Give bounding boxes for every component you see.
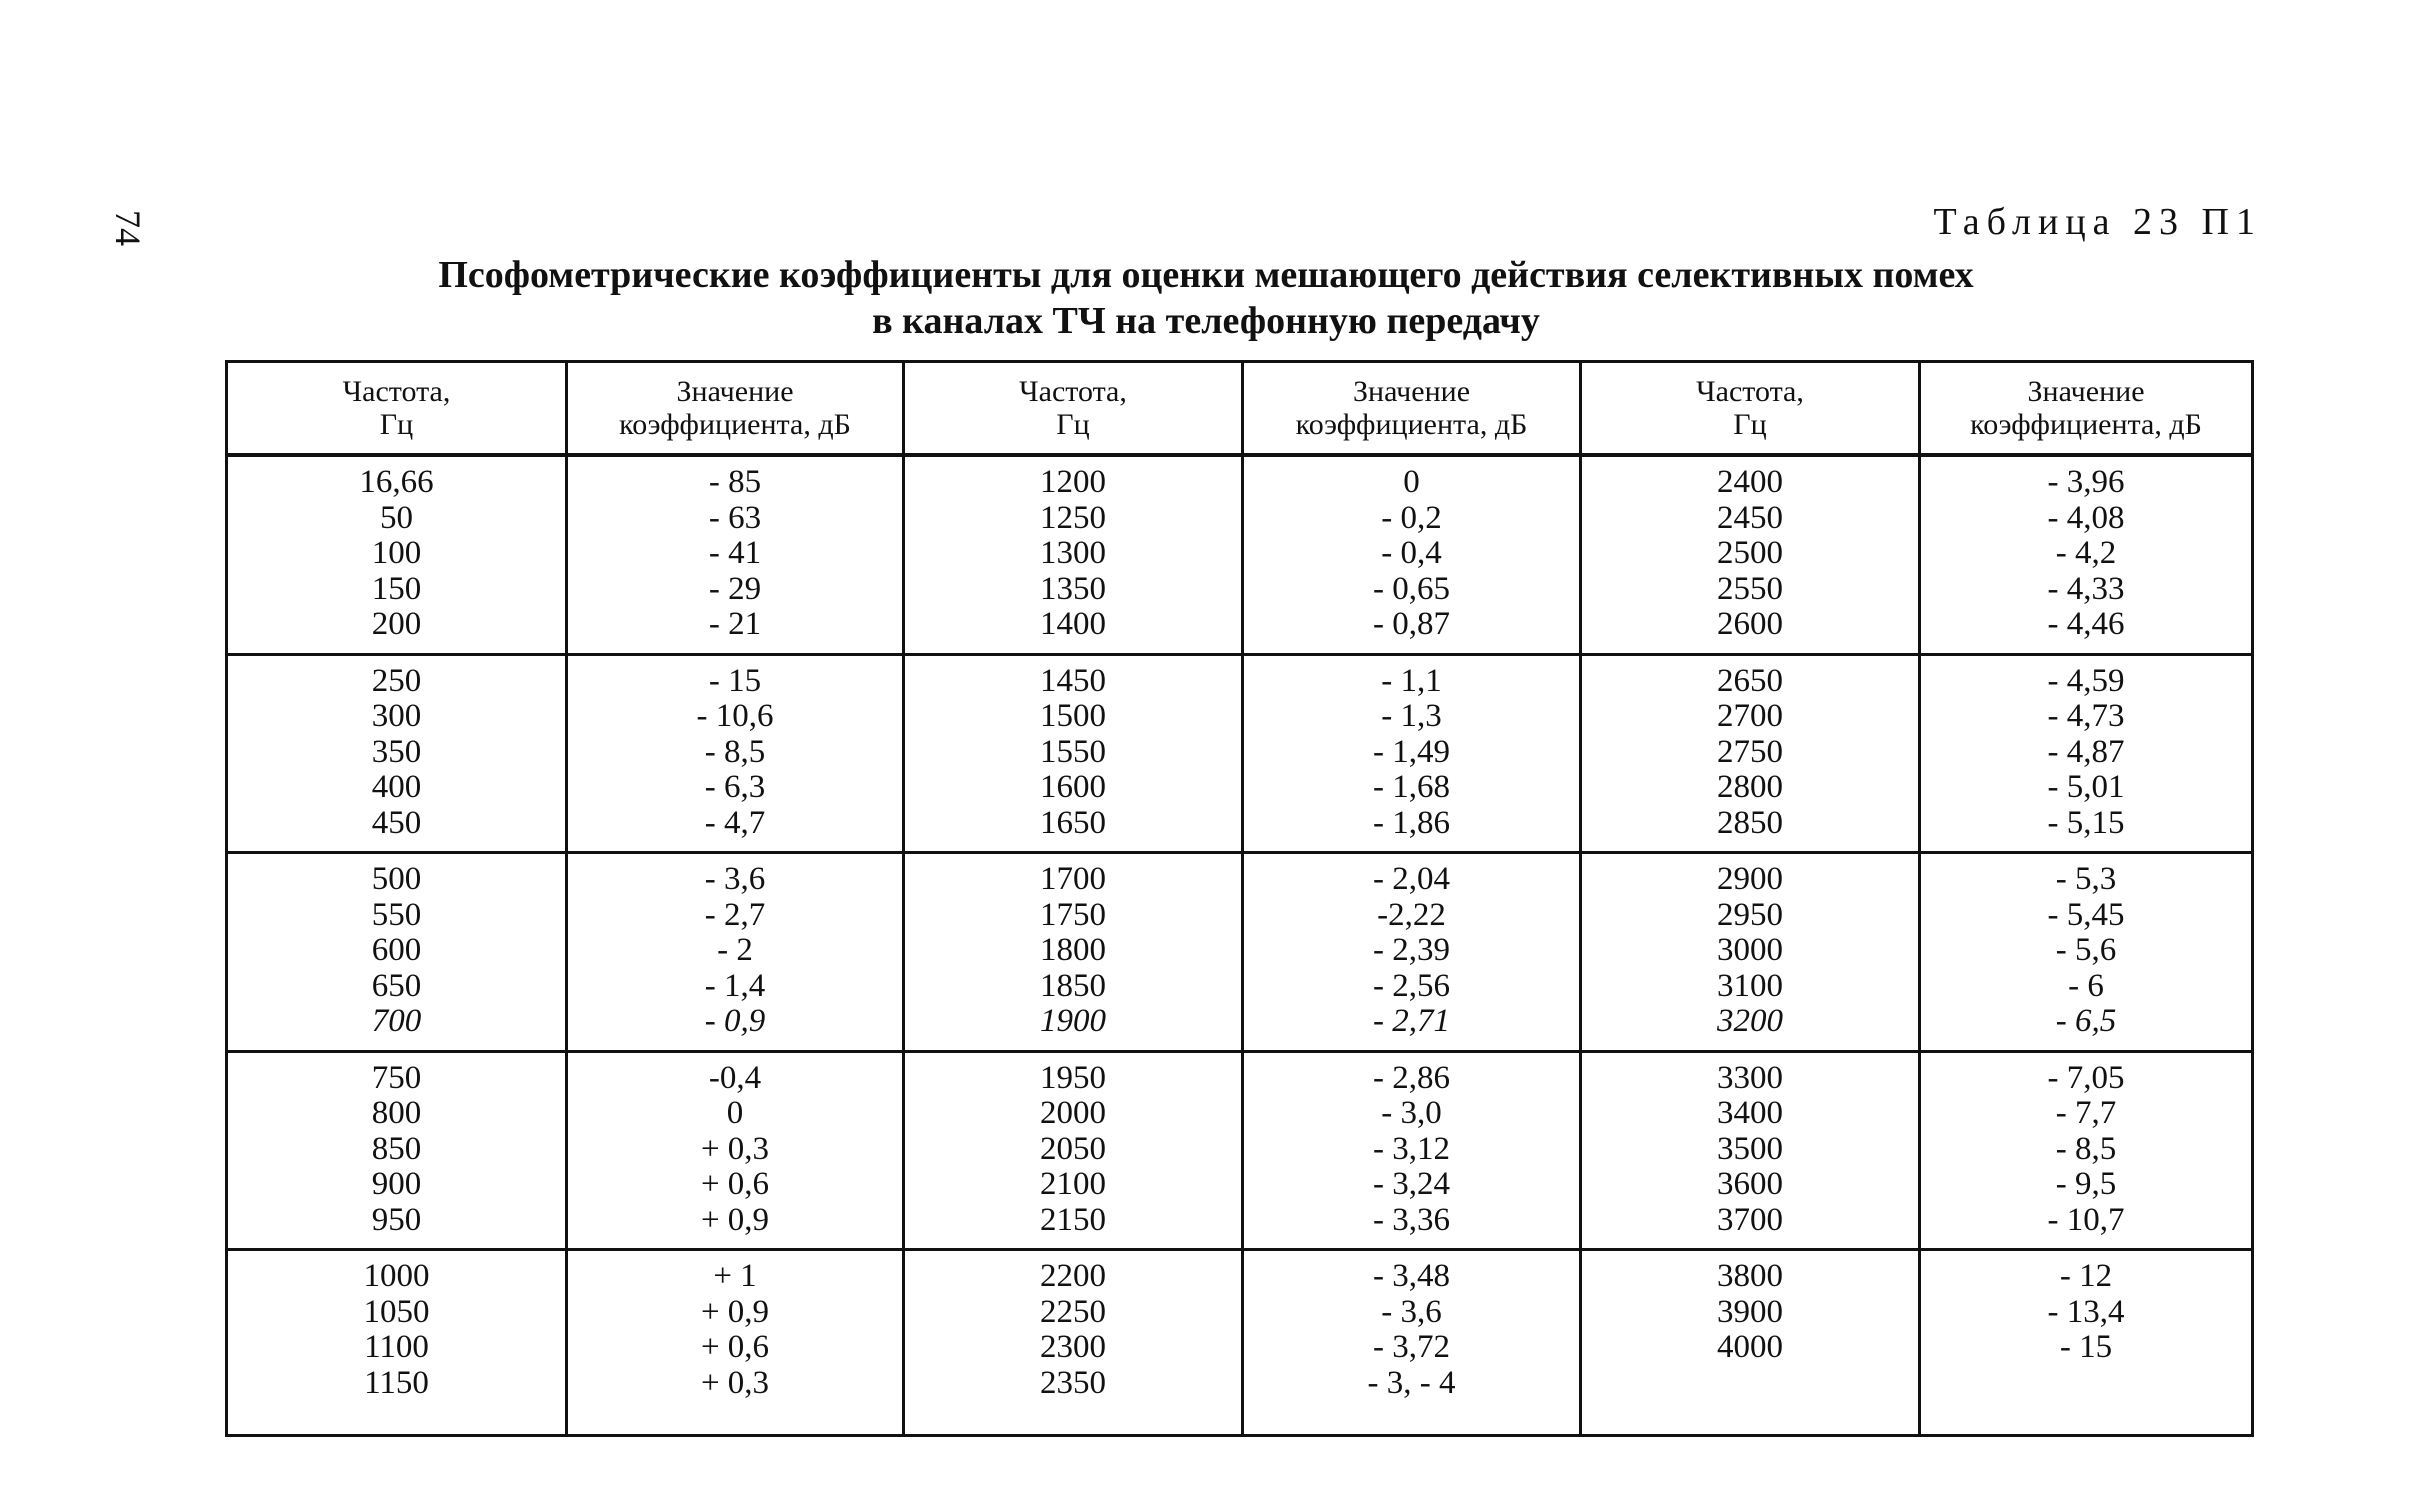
cell-value: - 3,48 [1373,1258,1450,1294]
cell-value: - 8,5 [2055,1130,2117,1167]
table-body [227,455,2253,1436]
table-cell [567,1250,904,1436]
cell-value: 2200 [1040,1258,1106,1294]
table-cell [567,853,904,1052]
cell-value: - 1,4 [704,967,766,1004]
table-cell [1243,853,1581,1052]
cell-value: 2250 [1040,1293,1106,1330]
cell-value: - 4,2 [2055,535,2117,571]
cell-value: 3100 [1717,967,1783,1004]
cell-value: 1450 [1040,662,1106,699]
cell-value: 1700 [1040,861,1106,897]
header-line: Частота, [1019,375,1127,408]
table-cell [904,654,1243,853]
table-title-line-2: в каналах ТЧ на телефонную передачу [872,300,1540,342]
cell-value: 1650 [1040,804,1106,841]
cell-value: 3000 [1717,932,1783,968]
cell-value: 600 [371,932,422,968]
table-cell [1243,455,1581,654]
cell-value: - 4,46 [2047,606,2125,642]
cell-value: - 10,7 [2047,1201,2125,1238]
table-cell [1920,1250,2253,1436]
cell-value: - 5,3 [2055,861,2117,897]
table-cell [1920,853,2253,1052]
cell-value: - 5,01 [2047,769,2125,805]
cell-value: 0 [726,1095,744,1131]
table-title [0,252,2412,344]
cell-value: - 0,4 [1381,535,1442,571]
cell-value: - 2,71 [1373,1003,1450,1039]
table-cell [227,1051,567,1250]
cell-value: 350 [371,733,422,770]
cell-value: 800 [371,1095,422,1131]
cell-value: 650 [371,967,422,1004]
cell-value: - 3,36 [1373,1201,1450,1238]
cell-value: - 5,15 [2047,804,2125,841]
cell-value: 3600 [1717,1166,1783,1202]
cell-value: 900 [371,1166,422,1202]
header-line: Значение [1352,375,1471,408]
cell-value: - 8,5 [704,733,766,770]
cell-value: - 0,2 [1381,499,1442,536]
cell-value: - 3, - 4 [1367,1364,1456,1401]
cell-value: 2500 [1717,535,1783,571]
cell-value: 100 [371,535,422,571]
psophometric-coefficients-table [225,360,2254,1437]
cell-value: - 6,5 [2055,1003,2117,1039]
cell-value: 200 [371,606,422,642]
cell-value: 1500 [1040,698,1106,734]
cell-value: - 6 [2068,967,2104,1004]
cell-value: - 1,49 [1373,733,1450,770]
cell-value: 450 [371,804,422,841]
cell-value: 50 [380,499,413,536]
cell-value: - 3,12 [1373,1130,1450,1167]
header-line: коэффициента, дБ [1295,408,1528,441]
cell-value: 3400 [1717,1095,1783,1131]
cell-value: 1550 [1040,733,1106,770]
cell-value: 1900 [1040,1003,1106,1039]
cell-value: 16,66 [359,464,434,500]
cell-value: + 0,6 [700,1166,770,1202]
cell-value: - 6,3 [704,769,766,805]
cell-value: 2900 [1717,861,1783,897]
table-row-group [227,853,2253,1052]
cell-value: + 0,6 [700,1329,770,1365]
cell-value: 2750 [1717,733,1783,770]
cell-value: 700 [371,1003,422,1039]
cell-value: 1600 [1040,769,1106,805]
table-cell [1243,1051,1581,1250]
cell-value: - 1,86 [1373,804,1450,841]
cell-value: 1350 [1040,570,1106,607]
table-cell [227,455,567,654]
cell-value: - 2,39 [1373,932,1450,968]
table-cell [1581,455,1920,654]
cell-value: 1050 [363,1293,430,1330]
cell-value: - 1,1 [1381,662,1442,699]
cell-value: - 63 [708,499,762,536]
cell-value: 2050 [1040,1130,1106,1167]
table-cell [904,853,1243,1052]
table-cell [567,1051,904,1250]
cell-value: 1250 [1040,499,1106,536]
table-cell [227,1250,567,1436]
cell-value: 1000 [363,1258,430,1294]
table-row-group [227,455,2253,654]
table-cell [227,654,567,853]
cell-value: 3300 [1717,1059,1783,1096]
cell-value: - 4,73 [2047,698,2125,734]
table-cell [567,654,904,853]
cell-value: 2350 [1040,1364,1106,1401]
cell-value: - 2,7 [704,896,766,933]
cell-value: 250 [371,662,422,699]
cell-value: - 4,08 [2047,499,2125,536]
cell-value: - 4,33 [2047,570,2125,607]
cell-value: - 12 [2059,1258,2113,1294]
table-cell [1581,853,1920,1052]
cell-value: 1750 [1040,896,1106,933]
header-line: Значение [676,375,794,408]
cell-value: - 4,87 [2047,733,2125,770]
cell-value: - 3,6 [1381,1293,1442,1330]
cell-value: 2300 [1040,1329,1106,1365]
cell-value: 2650 [1717,662,1783,699]
cell-value: 750 [371,1059,422,1096]
cell-value: 1950 [1040,1059,1106,1096]
table-cell [1243,654,1581,853]
cell-value: - 4,59 [2047,662,2125,699]
cell-value: - 4,7 [704,804,766,841]
header-line: Гц [1056,408,1090,441]
cell-value: 850 [371,1130,422,1167]
cell-value: 2700 [1717,698,1783,734]
table-cell [227,853,567,1052]
cell-value: 3800 [1717,1258,1783,1294]
cell-value: 1850 [1040,967,1106,1004]
cell-value: - 29 [708,570,762,607]
table-cell [1581,654,1920,853]
cell-value: - 3,6 [704,861,766,897]
cell-value: 1300 [1040,535,1106,571]
cell-value: 3200 [1717,1003,1783,1039]
cell-value: + 0,9 [700,1293,770,1330]
table-cell [904,1250,1243,1436]
table-title-line-1: Псофометрические коэффициенты для оценки мешающего действия селективных помех [438,254,1974,296]
header-row [227,362,2253,456]
table-cell [1920,654,2253,853]
table-row-group [227,1250,2253,1436]
cell-value: -0,4 [708,1059,762,1096]
cell-value: 1400 [1040,606,1106,642]
table-cell [1920,455,2253,654]
header-line: Частота, [1696,375,1804,408]
header-value-3 [1920,362,2253,456]
table-cell [1920,1051,2253,1250]
header-value-2 [1243,362,1581,456]
cell-value: 1100 [364,1329,429,1365]
cell-value: + 0,3 [700,1364,770,1401]
header-value-1 [567,362,904,456]
cell-value: - 15 [2059,1329,2113,1365]
cell-value: - 21 [708,606,762,642]
cell-value: 150 [371,570,422,607]
page-number: 74 [108,210,148,246]
header-line: Гц [1733,408,1767,441]
cell-value: 2400 [1717,464,1783,500]
table-row-group [227,1051,2253,1250]
cell-value: - 5,6 [2055,932,2117,968]
cell-value: - 3,72 [1373,1329,1450,1365]
cell-value: - 3,96 [2047,464,2125,500]
cell-value: - 0,9 [704,1003,766,1039]
table-cell [904,1051,1243,1250]
table-cell [1581,1250,1920,1436]
cell-value: 2100 [1040,1166,1106,1202]
cell-value: 3900 [1717,1293,1783,1330]
cell-value: -2,22 [1377,896,1446,933]
header-line: Значение [2027,375,2145,408]
table-cell [904,455,1243,654]
cell-value: 3700 [1717,1201,1783,1238]
cell-value: - 15 [708,662,762,699]
cell-value: 1150 [364,1364,429,1401]
header-line: коэффициента, дБ [619,408,851,441]
cell-value: 2850 [1717,804,1783,841]
cell-value: + 0,3 [700,1130,770,1167]
header-frequency-2 [904,362,1243,456]
header-line: Гц [379,408,414,441]
cell-value: - 2,56 [1373,967,1450,1004]
cell-value: - 9,5 [2055,1166,2117,1202]
cell-value: 400 [371,769,422,805]
cell-value: - 5,45 [2047,896,2125,933]
cell-value: - 7,7 [2055,1095,2117,1131]
cell-value: 2000 [1040,1095,1106,1131]
cell-value: - 13,4 [2047,1293,2125,1330]
cell-value: 2550 [1717,570,1783,607]
cell-value: + 1 [713,1258,757,1294]
cell-value: 950 [371,1201,422,1238]
cell-value: - 0,87 [1373,606,1450,642]
cell-value: - 7,05 [2047,1059,2125,1096]
cell-value: 2800 [1717,769,1783,805]
cell-value: - 1,68 [1373,769,1450,805]
cell-value: 300 [371,698,422,734]
cell-value: - 0,65 [1373,570,1450,607]
cell-value: 550 [371,896,422,933]
cell-value: + 0,9 [700,1201,770,1238]
table-label: Таблица 23 П1 [1933,201,2262,243]
table-cell [1581,1051,1920,1250]
table-cell [1243,1250,1581,1436]
cell-value: - 2,04 [1373,861,1450,897]
cell-value: 500 [371,861,422,897]
cell-value: - 2 [717,932,753,968]
header-line: Частота, [342,375,451,408]
cell-value: - 41 [708,535,762,571]
header-frequency-3 [1581,362,1920,456]
cell-value: - 85 [708,464,762,500]
cell-value: 0 [1403,464,1420,500]
header-line: коэффициента, дБ [1970,408,2202,441]
cell-value: - 10,6 [696,698,774,734]
cell-value: - 3,0 [1381,1095,1442,1131]
cell-value: 2600 [1717,606,1783,642]
cell-value: 2450 [1717,499,1783,536]
table-row-group [227,654,2253,853]
cell-value: 1200 [1040,464,1106,500]
cell-value: - 1,3 [1381,698,1442,734]
cell-value: 3500 [1717,1130,1783,1167]
header-frequency-1 [227,362,567,456]
table-cell [567,455,904,654]
cell-value: 2150 [1040,1201,1106,1238]
cell-value: 1800 [1040,932,1106,968]
cell-value: 2950 [1717,896,1783,933]
cell-value: - 3,24 [1373,1166,1450,1202]
cell-value: 4000 [1717,1329,1783,1365]
cell-value: - 2,86 [1373,1059,1450,1096]
